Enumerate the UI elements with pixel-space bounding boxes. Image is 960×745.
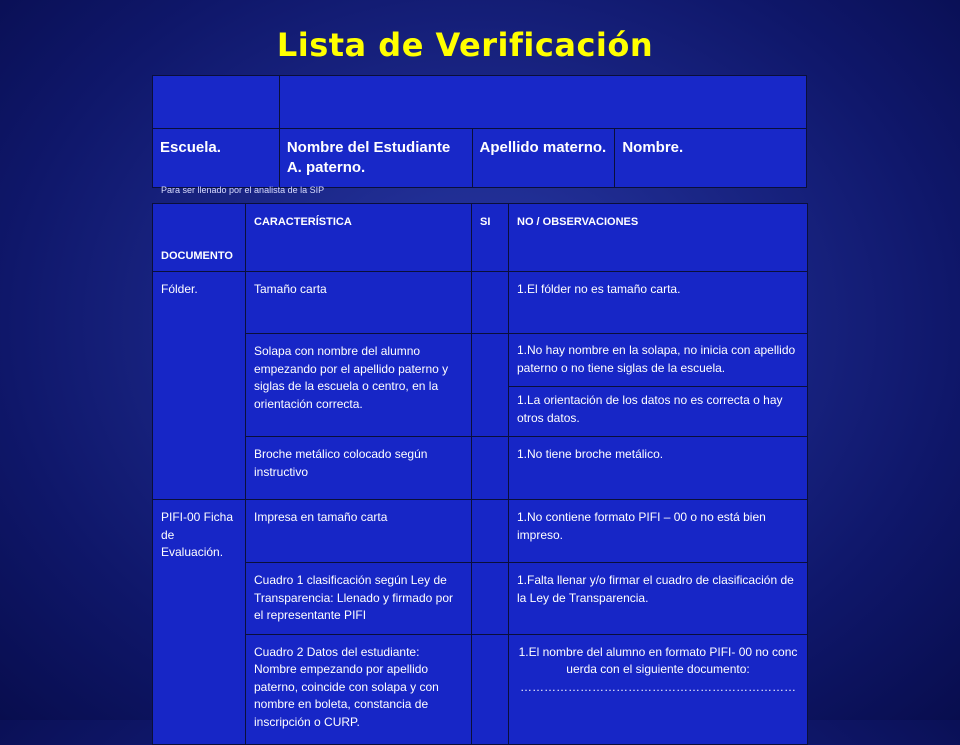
- si-checkbox-cell[interactable]: [472, 272, 509, 334]
- checklist-table: [152, 203, 808, 745]
- si-header: SI: [472, 204, 509, 272]
- observaciones-header: NO / OBSERVACIONES: [509, 204, 808, 272]
- observacion-cell: 1.El nombre del alumno en formato PIFI- 00 no concuerda con el siguiente documento: ……………………………………………………………: [509, 634, 808, 744]
- caracteristica-cell: Solapa con nombre del alumno empezando por el apellido paterno y siglas de la escuela o centro, en la orientación correcta.: [246, 334, 472, 437]
- student-info-table: [152, 75, 807, 188]
- caracteristica-cell: Impresa en tamaño carta: [246, 500, 472, 563]
- documento-cell: PIFI-00 Ficha de Evaluación.: [153, 500, 246, 745]
- caracteristica-cell: Cuadro 1 clasificación según Ley de Transparencia: Llenado y firmado por el representante PIFI: [246, 563, 472, 635]
- si-checkbox-cell[interactable]: [472, 563, 509, 635]
- apellido-paterno-header: Nombre del Estudiante A. paterno.: [279, 129, 472, 188]
- observacion-cell: 1.No hay nombre en la solapa, no inicia con apellido paterno o no tiene siglas de la escuela.: [509, 334, 808, 387]
- caracteristica-header: CARACTERÍSTICA: [246, 204, 472, 272]
- empty-cell: [279, 76, 806, 129]
- apellido-materno-header: Apellido materno.: [472, 129, 615, 188]
- observacion-cell: 1.El fólder no es tamaño carta.: [509, 272, 808, 334]
- observacion-cell: 1.No tiene broche metálico.: [509, 437, 808, 500]
- si-checkbox-cell[interactable]: [472, 437, 509, 500]
- analyst-note: Para ser llenado por el analista de la SIP: [161, 185, 325, 195]
- observacion-cell: 1.La orientación de los datos no es correcta o hay otros datos.: [509, 387, 808, 437]
- escuela-header: Escuela.: [153, 129, 280, 188]
- observacion-cell: 1.Falta llenar y/o firmar el cuadro de clasificación de la Ley de Transparencia.: [509, 563, 808, 635]
- si-checkbox-cell[interactable]: [472, 500, 509, 563]
- observacion-cell: 1.No contiene formato PIFI – 00 o no está bien impreso.: [509, 500, 808, 563]
- nombre-header: Nombre.: [615, 129, 807, 188]
- caracteristica-cell: Cuadro 2 Datos del estudiante: Nombre empezando por apellido paterno, coincide con solapa y con nombre en boleta, constancia de inscripción o CURP.: [246, 634, 472, 744]
- si-checkbox-cell[interactable]: [472, 334, 509, 437]
- documento-header: DOCUMENTO: [153, 204, 246, 272]
- page-title: Lista de Verificación: [276, 26, 654, 64]
- caracteristica-cell: Tamaño carta: [246, 272, 472, 334]
- empty-cell: [153, 76, 280, 129]
- si-checkbox-cell[interactable]: [472, 634, 509, 744]
- documento-cell: Fólder.: [153, 272, 246, 500]
- caracteristica-cell: Broche metálico colocado según instructivo: [246, 437, 472, 500]
